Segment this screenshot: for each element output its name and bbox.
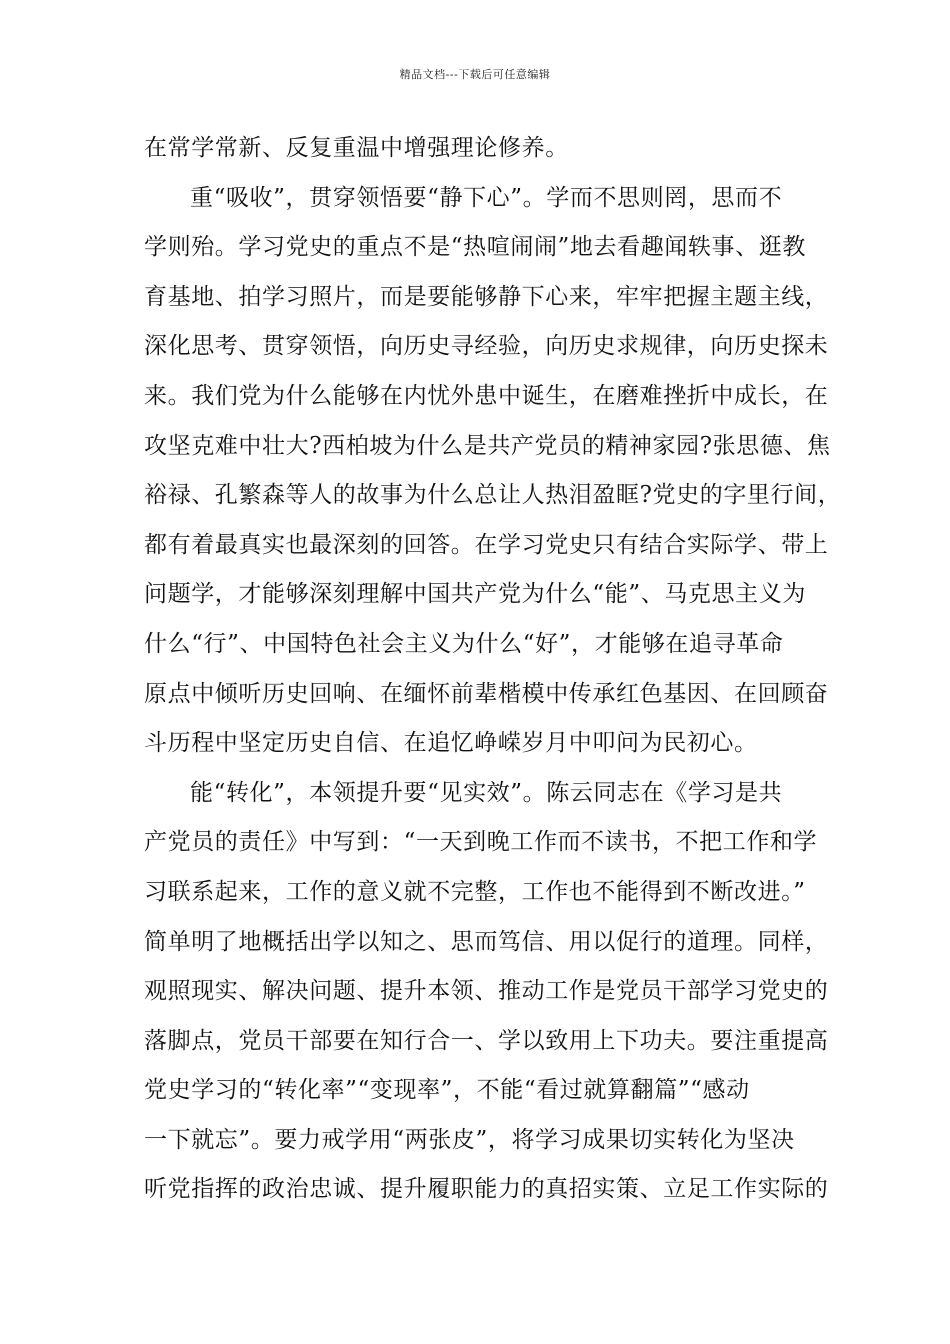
- text-line: 攻坚克难中壮大?西柏坡为什么是共产党员的精神家园?张思德、焦: [144, 432, 831, 459]
- text-line: 党史学习的“转化率”“变现率”，不能“看过就算翻篇”“感动: [144, 1077, 750, 1104]
- text-line: 裕禄、孔繁森等人的故事为什么总让人热泪盈眶?党史的字里行间，: [144, 482, 842, 509]
- page-header: 精品文档---下载后可任意编辑: [399, 68, 551, 81]
- text-line: 问题学，才能够深刻理解中国共产党为什么“能”、马克思主义为: [144, 581, 806, 608]
- paragraph-start-line: 能“转化”，本领提升要“见实效”。陈云同志在《学习是共: [190, 779, 783, 806]
- text-line: 落脚点，党员干部要在知行合一、学以致用上下功夫。要注重提高: [144, 1027, 829, 1054]
- text-line: 来。我们党为什么能够在内忧外患中诞生，在磨难挫折中成长，在: [144, 382, 829, 409]
- text-line: 一下就忘”。要力戒学用“两张皮”，将学习成果切实转化为坚决: [144, 1126, 795, 1153]
- text-line: 在常学常新、反复重温中增强理论修养。: [144, 135, 569, 161]
- text-line: 观照现实、解决问题、提升本领、推动工作是党员干部学习党史的: [144, 978, 829, 1005]
- text-line: 习联系起来，工作的意义就不完整，工作也不能得到不断改进。”: [144, 878, 806, 905]
- text-line: 深化思考、贯穿领悟，向历史寻经验，向历史求规律，向历史探未: [144, 333, 829, 360]
- text-line: 学则殆。学习党史的重点不是“热喧闹闹”地去看趣闻轶事、逛教: [144, 234, 806, 261]
- text-line: 斗历程中坚定历史自信、在追忆峥嵘岁月中叩问为民初心。: [144, 730, 758, 757]
- text-line: 听党指挥的政治忠诚、提升履职能力的真招实策、立足工作实际的: [144, 1176, 829, 1203]
- text-line: 产党员的责任》中写到：“一天到晚工作而不读书，不把工作和学: [144, 829, 818, 856]
- text-line: 育基地、拍学习照片，而是要能够静下心来，牢牢把握主题主线，: [144, 283, 829, 310]
- text-line: 原点中倾听历史回响、在缅怀前辈楷模中传承红色基因、在回顾奋: [144, 680, 829, 707]
- document-body: [144, 124, 842, 1215]
- paragraph-start-line: 重“吸收”，贯穿领悟要“静下心”。学而不思则罔，思而不: [190, 184, 783, 211]
- text-line: 都有着最真实也最深刻的回答。在学习党史只有结合实际学、带上: [144, 531, 829, 558]
- text-line: 简单明了地概括出学以知之、思而笃信、用以促行的道理。同样，: [144, 928, 829, 955]
- text-line: 什么“行”、中国特色社会主义为什么“好”，才能够在追寻革命: [144, 630, 784, 657]
